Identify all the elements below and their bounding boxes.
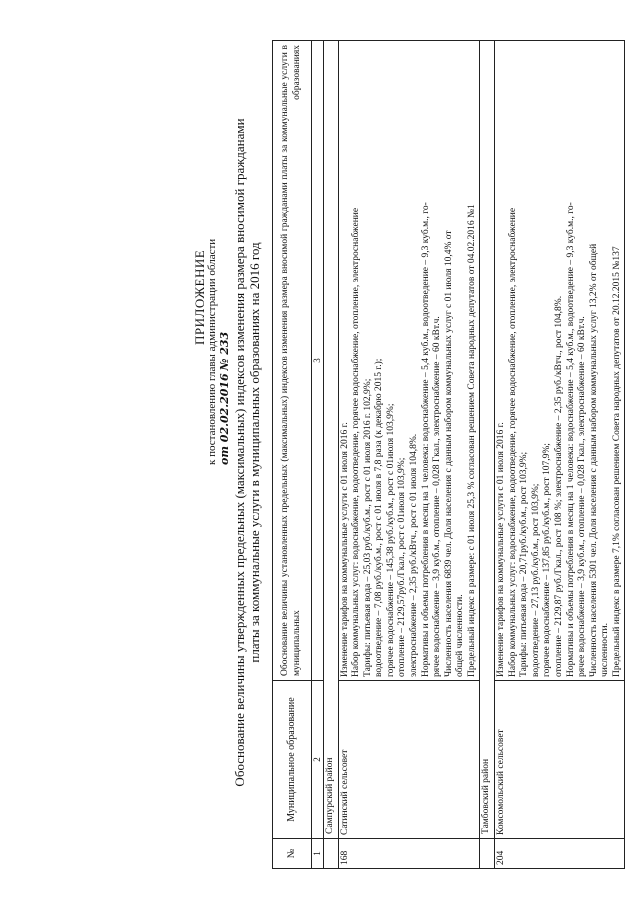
district-name: Сампурский район: [323, 41, 338, 839]
justification-line: водоотведение – 27,13 руб./куб.м., рост 103,9%;: [530, 483, 541, 677]
justification-line: Тарифы: питьевая вода – 25,03 руб./куб.м., рост с 01 июля 2016 г. 102,9%;: [362, 378, 373, 677]
municipality-row: [338, 41, 480, 869]
justification-line: рячее водоснабжение – 3,9 куб.м., отопление – 0,028 Гкал., электроснабжение – 60 кВт.ч.: [432, 316, 443, 677]
district-number-cell: [323, 839, 338, 869]
justification-line: Набор коммунальных услуг: водоснабжение, водоотведение, горячее водоснабжение, отопление, электроснабжение: [351, 207, 362, 677]
district-row: [323, 41, 338, 869]
justification-line: численности.: [600, 622, 611, 677]
column-number: 3: [312, 41, 324, 681]
column-number-row: [312, 41, 324, 869]
justification-line: Численность населения 6839 чел. Доля населения с данным набором коммунальных услуг с 01 июля 10,4% от: [443, 230, 454, 677]
municipality-name: Комсомольский сельсовет: [495, 681, 625, 839]
header-municipality: Муниципальное образование: [273, 681, 312, 839]
district-number-cell: [480, 839, 495, 869]
justification-line: Набор коммунальных услуг: водоснабжение, водоотведение, горячее водоснабжение, отопление, электроснабжение: [507, 207, 518, 677]
justification-text: [338, 41, 480, 681]
header-justification: Обоснование величины установленных предельных (максимальных) индексов изменения размера вносимой гражданами платы за коммунальные услуги в муниципальных образованиях: [273, 41, 312, 681]
justification-line: Предельный индекс в размере 7,1% согласован решением Совета народных депутатов от 20.12.2015 №137: [611, 246, 622, 677]
justification-line: отопление – 2129,87 руб./Гкал., рост 108 %; электроснабжение – 2,35 руб./кВтч., рост 104,8%.: [553, 295, 564, 677]
justification-line: Численность населения 5301 чел. Доля населения с данным набором коммунальных услуг 13,2% от общей: [588, 243, 599, 677]
justification-line: водоотведение – 7,08 руб./куб.м., рост с 01 июля в 7,8 раза (к декабрю 2015 г.);: [374, 358, 385, 677]
row-number: 168: [338, 839, 480, 869]
justification-line: общей численности.: [455, 594, 466, 677]
table-header-row: [273, 41, 312, 869]
table-body: [323, 41, 624, 869]
justification-text: [495, 41, 625, 681]
justification-line: Предельный индекс в размере: с 01 июля 25,3 % согласован решением Совета народных депутатов от 04.02.2016 №1: [466, 204, 477, 677]
decree-date: от 02.02.2016: [218, 373, 231, 465]
column-number: 2: [312, 681, 324, 839]
row-number: 204: [495, 839, 625, 869]
justification-line: горячее водоснабжение – 137,85 руб./куб.м., рост 107,9%;: [542, 443, 553, 677]
decree-prefix: к постановлению главы администрации области: [206, 238, 218, 465]
justification-line: рячее водоснабжение – 3,9 куб.м., отопление – 0,028 Гкал., электроснабжение – 60 кВт.ч.: [577, 316, 588, 677]
justification-line: Нормативы и объемы потребления в месяц на 1 человека: водоснабжение – 5,4 куб.м., водоотведение – 9,3 куб.м., го-: [565, 202, 576, 677]
justification-line: горячее водоснабжение – 145,38 руб./куб.м., рост с 01июля 103,9%;: [385, 403, 396, 677]
justification-table: [272, 40, 625, 869]
justification-line: электроснабжение – 2,35 руб./кВтч., рост с 01 июля 104,8%.: [409, 433, 420, 677]
district-row: [480, 41, 495, 869]
document-title-line-1: Обоснование величины утвержденных предельных (максимальных) индексов изменения размера вносимой гражданами: [232, 118, 247, 787]
justification-line: Изменение тарифов на коммунальные услуги с 01 июля 2016 г.: [339, 422, 350, 677]
column-number: 1: [312, 839, 324, 869]
decree-number: № 233: [218, 331, 231, 371]
document-title-line-2: платы за коммунальные услуги в муниципальных образованиях на 2016 год: [247, 242, 262, 663]
justification-line: Изменение тарифов на коммунальные услуги с 01 июля 2016 г.: [496, 422, 507, 677]
district-name: Тамбовский район: [480, 41, 495, 839]
header-number: №: [273, 839, 312, 869]
appendix-label: ПРИЛОЖЕНИЕ: [192, 249, 207, 345]
justification-line: Тарифы: питьевая вода – 20,71руб./куб.м., рост 103,9%;: [519, 451, 530, 677]
justification-line: Нормативы и объемы потребления в месяц на 1 человека: водоснабжение – 5,4 куб.м., водоотведение – 9,3 куб.м., го-: [420, 202, 431, 677]
decree-reference: [206, 239, 231, 465]
municipality-name: Сатинский сельсовет: [338, 681, 480, 839]
municipality-row: [495, 41, 625, 869]
justification-line: отопление – 2129,57руб./Гкал., рост с 01июля 103,9%;: [397, 457, 408, 677]
